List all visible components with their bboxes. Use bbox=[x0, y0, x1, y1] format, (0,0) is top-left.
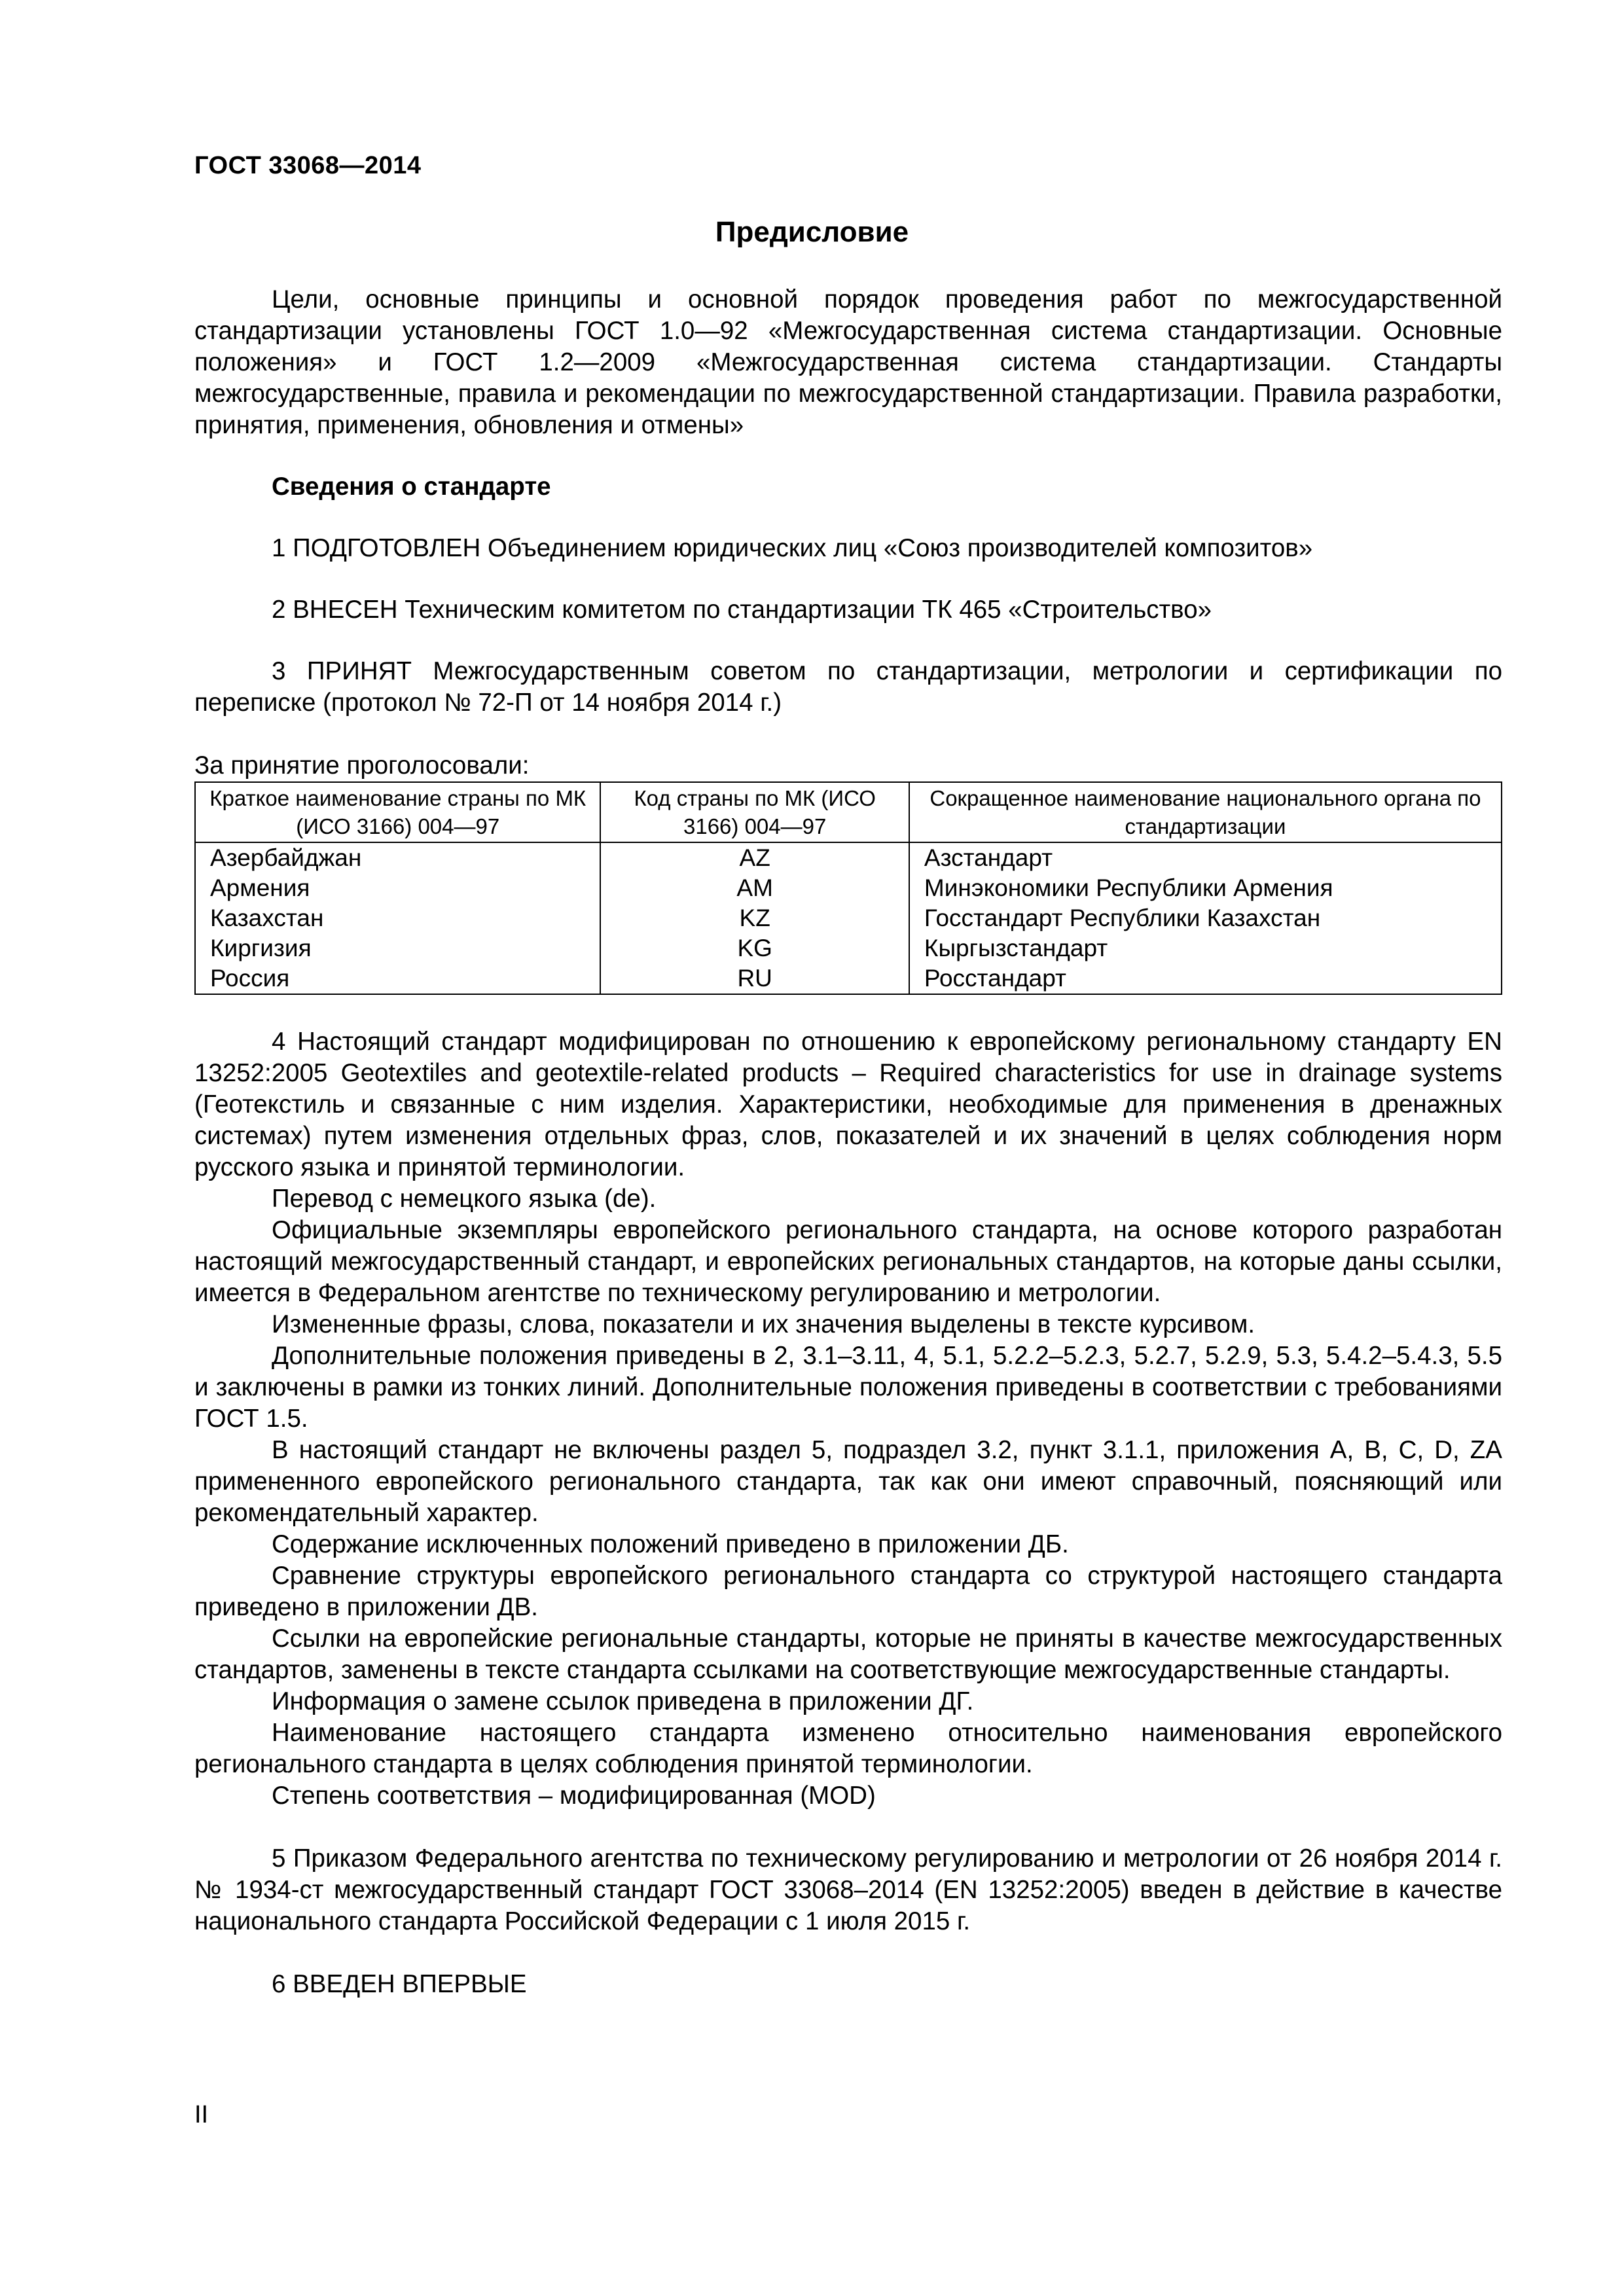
item-4-paragraph: Наименование настоящего стандарта изменено относительно наименования европейского регионального стандарта в целях соблюдения принятой терминологии. bbox=[194, 1719, 1502, 1778]
cell-country: Киргизия bbox=[195, 933, 600, 963]
cell-code: AM bbox=[600, 873, 909, 903]
item-4-paragraph: Перевод с немецкого языка (de). bbox=[272, 1185, 657, 1213]
vote-label: За принятие проголосовали: bbox=[194, 751, 530, 780]
item-4-paragraph: Дополнительные положения приведены в 2, 3.1–3.11, 4, 5.1, 5.2.2–5.2.3, 5.2.7, 5.2.9, 5.3, 5.4.2–5.4.3, 5.5 и заключены в рамки из тонких линий. Дополнительные положения приведены в соответствии с требованиями ГОСТ 1.5. bbox=[194, 1342, 1502, 1433]
item-4-paragraph: Официальные экземпляры европейского регионального стандарта, на основе которого разработан настоящий межгосударственный стандарт, и европейских региональных стандартов, на которые даны ссылки, имеется в Федеральном агентстве по техническому регулированию и метрологии. bbox=[194, 1216, 1502, 1307]
document-body bbox=[194, 284, 1502, 2000]
cell-country: Россия bbox=[195, 963, 600, 994]
cell-country: Азербайджан bbox=[195, 842, 600, 873]
cell-code: KG bbox=[600, 933, 909, 963]
column-header-country: Краткое наименование страны по МК (ИСО 3166) 004—97 bbox=[195, 782, 600, 842]
table-row bbox=[195, 873, 1502, 903]
cell-body: Кыргызстандарт bbox=[909, 933, 1502, 963]
item-4-paragraph: Измененные фразы, слова, показатели и их значения выделены в тексте курсивом. bbox=[272, 1310, 1255, 1338]
item-2: 2 ВНЕСЕН Техническим комитетом по стандартизации ТК 465 «Строительство» bbox=[272, 596, 1212, 624]
standard-info-heading: Сведения о стандарте bbox=[272, 473, 551, 501]
table-row bbox=[195, 903, 1502, 933]
item-1: 1 ПОДГОТОВЛЕН Объединением юридических лиц «Союз производителей композитов» bbox=[272, 534, 1313, 562]
cell-body: Азстандарт bbox=[909, 842, 1502, 873]
cell-code: AZ bbox=[600, 842, 909, 873]
table-row bbox=[195, 963, 1502, 994]
item-4-paragraph: 4 Настоящий стандарт модифицирован по отношению к европейскому региональному стандарту EN 13252:2005 Geotextiles and geotextile-related products – Required characteristics for use in drainage systems (Геотекстиль и связанные с ним изделия. Характеристики, необходимые для применения в дренажных системах) путем изменения отдельных фраз, слов, показателей и их значений в целях соблюдения норм русского языка и принятой терминологии. bbox=[194, 1028, 1502, 1181]
table-header-row bbox=[195, 782, 1502, 842]
intro-paragraph: Цели, основные принципы и основной порядок проведения работ по межгосударственной стандартизации установлены ГОСТ 1.0—92 «Межгосударственная система стандартизации. Основные положения» и ГОСТ 1.2—2009 «Межгосударственная система стандартизации. Стандарты межгосударственные, правила и рекомендации по межгосударственной стандартизации. Правила разработки, принятия, применения, обновления и отмены» bbox=[194, 285, 1502, 439]
column-header-code: Код страны по МК (ИСО 3166) 004—97 bbox=[600, 782, 909, 842]
document-header: ГОСТ 33068—2014 bbox=[194, 152, 422, 179]
table-row bbox=[195, 933, 1502, 963]
cell-country: Казахстан bbox=[195, 903, 600, 933]
voting-table bbox=[194, 781, 1502, 995]
cell-body: Минэкономики Республики Армения bbox=[909, 873, 1502, 903]
cell-body: Росстандарт bbox=[909, 963, 1502, 994]
cell-body: Госстандарт Республики Казахстан bbox=[909, 903, 1502, 933]
cell-code: RU bbox=[600, 963, 909, 994]
item-4-paragraph: В настоящий стандарт не включены раздел 5, подраздел 3.2, пункт 3.1.1, приложения A, B, C, D, ZA примененного европейского регионального стандарта, так как они имеют справочный, поясняющий или рекомендательный характер. bbox=[194, 1436, 1502, 1527]
cell-country: Армения bbox=[195, 873, 600, 903]
item-4-paragraph: Степень соответствия – модифицированная (MOD) bbox=[272, 1782, 876, 1810]
item-4-paragraph: Содержание исключенных положений приведено в приложении ДБ. bbox=[272, 1530, 1069, 1558]
item-6: 6 ВВЕДЕН ВПЕРВЫЕ bbox=[272, 1970, 527, 1998]
page-number: II bbox=[194, 2101, 209, 2128]
item-4-paragraph: Сравнение структуры европейского регионального стандарта со структурой настоящего стандарта приведено в приложении ДВ. bbox=[194, 1562, 1502, 1621]
column-header-body: Сокращенное наименование национального органа по стандартизации bbox=[909, 782, 1502, 842]
table-row bbox=[195, 842, 1502, 873]
page-title: Предисловие bbox=[715, 216, 909, 248]
item-5: 5 Приказом Федерального агентства по техническому регулированию и метрологии от 26 ноября 2014 г. № 1934-ст межгосударственный стандарт ГОСТ 33068–2014 (EN 13252:2005) введен в действие в качестве национального стандарта Российской Федерации с 1 июля 2015 г. bbox=[194, 1844, 1502, 1935]
item-4-paragraph: Информация о замене ссылок приведена в приложении ДГ. bbox=[272, 1687, 974, 1715]
item-4-paragraph: Ссылки на европейские региональные стандарты, которые не приняты в качестве межгосударственных стандартов, заменены в тексте стандарта ссылками на соответствующие межгосударственные стандарты. bbox=[194, 1624, 1502, 1684]
item-3: 3 ПРИНЯТ Межгосударственным советом по стандартизации, метрологии и сертификации по переписке (протокол № 72-П от 14 ноября 2014 г.) bbox=[194, 657, 1502, 717]
cell-code: KZ bbox=[600, 903, 909, 933]
